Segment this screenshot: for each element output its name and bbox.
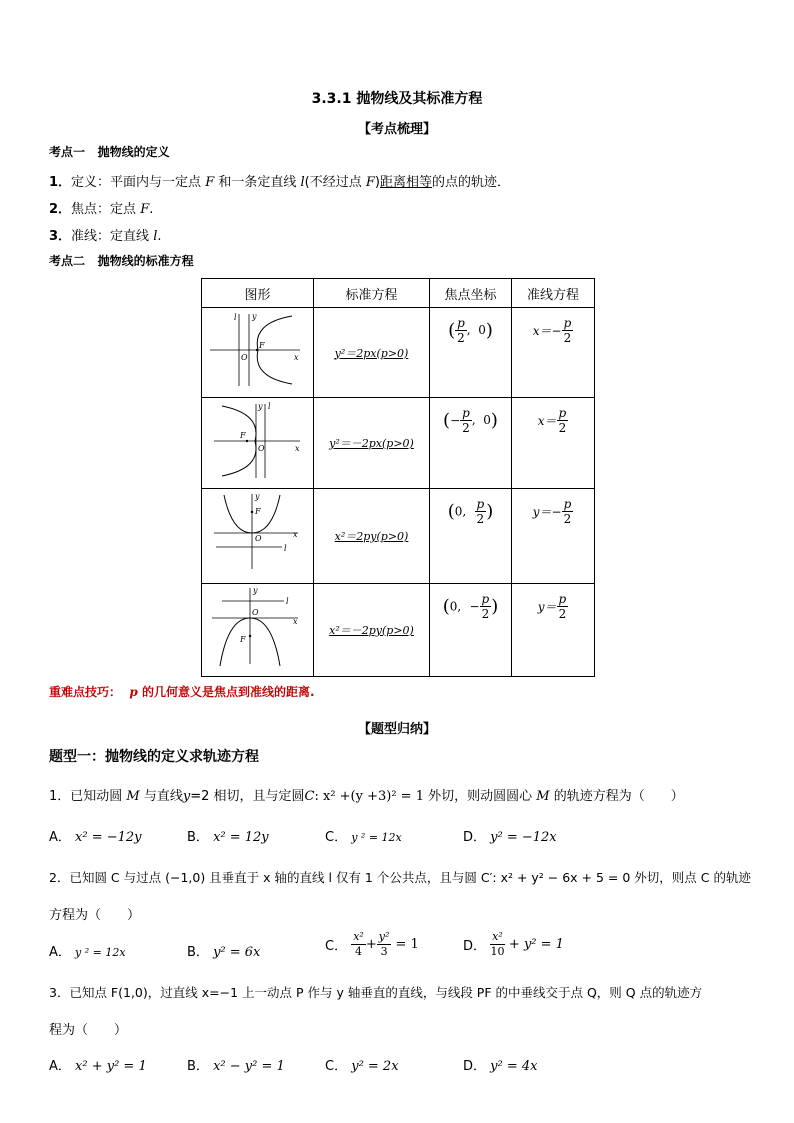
frac-den: 4 [355, 945, 363, 958]
math-var: M [126, 789, 140, 804]
equation-text: x²＝2py(p>0) [334, 530, 409, 543]
definition-text: ) [374, 175, 380, 190]
focus-point [256, 349, 258, 351]
focus-label: F [240, 635, 246, 644]
math-var: y [182, 789, 191, 804]
question-type-1-heading: 题型一：抛物线的定义求轨迹方程 [49, 749, 259, 765]
focus-coord: 0 [483, 413, 491, 427]
q-text: =2 相切，且与定圆 [190, 789, 305, 804]
focus-coord: 0 [478, 323, 486, 337]
equation-text: y²＝－2px(p>0) [329, 437, 414, 450]
definition-text: 的点的轨迹． [432, 175, 511, 190]
frac-num: p [563, 497, 572, 511]
axis-label-y: y [253, 586, 258, 595]
origin-label: O [258, 444, 265, 453]
axis-label-y: y [258, 402, 263, 411]
option-label: C． [325, 830, 348, 845]
focus-point [251, 511, 253, 513]
math-var: F [365, 175, 375, 190]
axis-label-x: x [294, 353, 299, 362]
parabola-left-graph [202, 398, 313, 484]
parabola-down-graph [202, 584, 313, 672]
origin-label: O [241, 353, 248, 362]
axis-label-x: x [293, 530, 298, 539]
definition-text: . [149, 202, 154, 217]
parabola-up-graph [202, 489, 313, 579]
focus-coord: 0, [449, 599, 462, 614]
tip-label: 重难点技巧： [49, 685, 122, 699]
focus-cell: (− $\frac{p}{2}$ , 0) [430, 398, 512, 489]
section-heading-question-types: 【题型归纳】 [357, 722, 436, 737]
graph-cell [202, 398, 314, 489]
header-graph: 图形 [202, 279, 314, 308]
q1-option-a[interactable] [49, 826, 142, 845]
option-value: = 1 [395, 937, 419, 952]
q-text: 的轨迹方程为（ ） [549, 789, 684, 804]
frac-num: x² [492, 930, 503, 943]
focus-label: F [240, 431, 246, 440]
question-3-stem-line-2: 程为（ ） [49, 1023, 128, 1038]
equation-text: x²＝－2py(p>0) [329, 624, 414, 637]
definition-line-1 [49, 171, 510, 190]
directrix-lhs: y＝− [532, 505, 562, 519]
frac-num: p [563, 316, 572, 330]
directrix-label: l [286, 597, 289, 606]
tip-line [49, 683, 315, 700]
directrix-cell [512, 489, 595, 584]
key-point-2-title: 抛物线的标准方程 [97, 254, 194, 268]
focus-coord: 0, [454, 504, 467, 519]
directrix-label: l [268, 402, 271, 411]
q2-option-d[interactable] [463, 930, 564, 959]
option-label: B． [187, 1059, 209, 1074]
table-header-row [202, 279, 595, 308]
paren: ( [448, 320, 456, 341]
header-equation: 标准方程 [314, 279, 430, 308]
equation-cell [314, 489, 430, 584]
q2-option-b[interactable] [187, 941, 260, 960]
math-var: F [140, 202, 150, 217]
key-point-1-heading [49, 143, 170, 160]
frac-den: 2 [476, 512, 485, 526]
axis-label-x: x [293, 617, 298, 626]
graph-cell [202, 584, 314, 677]
frac-num: p [558, 406, 567, 420]
focus-label: F [259, 341, 265, 350]
frac-den: 2 [558, 421, 567, 435]
directrix-cell [512, 584, 595, 677]
item-number: 1． [49, 175, 72, 190]
option-value: x² − y² = 1 [213, 1059, 285, 1074]
focus-point [246, 440, 248, 442]
definition-text: . [157, 229, 162, 244]
question-2-stem-line-2: 方程为（ ） [49, 908, 141, 923]
q3-option-a[interactable] [49, 1055, 147, 1074]
frac-num: p [558, 592, 567, 606]
frac-den: 2 [457, 331, 465, 345]
math-var: l [153, 229, 158, 244]
option-value: y² = 4x [490, 1059, 538, 1074]
origin-label: O [255, 534, 262, 543]
equation-cell [314, 584, 430, 677]
q-text: 与直线 [139, 789, 183, 804]
option-value: + y² = 1 [508, 937, 564, 952]
focus-cell: (0, − $\frac{p}{2}$ ) [430, 584, 512, 677]
focus-cell: (0, $\frac{p}{2}$ ) [430, 489, 512, 584]
section-heading-review: 【考点梳理】 [357, 122, 436, 137]
option-label: A． [49, 945, 71, 960]
math-var: F [205, 175, 215, 190]
graph-cell [202, 308, 314, 398]
frac-den: 2 [558, 607, 567, 621]
frac-num: p [457, 316, 465, 330]
question-1-stem [49, 785, 684, 804]
frac-den: 10 [490, 945, 505, 958]
tip-var: p [129, 685, 138, 699]
option-value: y ² = 12x [75, 946, 126, 959]
key-point-2-label: 考点二 [49, 254, 86, 268]
q3-option-c[interactable] [325, 1055, 399, 1074]
q2-option-c[interactable] [325, 930, 419, 959]
item-number: 2． [49, 202, 72, 217]
definition-text: 准线：定直线 [71, 229, 154, 244]
q-text: 1．已知动圆 [49, 789, 127, 804]
table-row [202, 584, 595, 677]
minus-sign: − [469, 599, 480, 614]
frac-num: p [481, 592, 490, 606]
directrix-cell [512, 398, 595, 489]
definition-text: (不经过点 [304, 175, 366, 190]
equation-cell [314, 308, 430, 398]
frac-den: 2 [563, 512, 572, 526]
option-label: A． [49, 1059, 71, 1074]
question-2-stem-line-1: 2．已知圆 C 与过点 (−1,0) 且垂直于 x 轴的直线 l 仅有 1 个公共点，且与圆 C′: x² + y² − 6x + 5 = 0 外切，则点 C 的轨迹 [49, 870, 751, 885]
key-point-1-title: 抛物线的定义 [97, 145, 170, 159]
definition-text: 和一条定直线 [214, 175, 301, 190]
focus-point [249, 635, 251, 637]
frac-num: y² [378, 930, 390, 943]
q3-option-d[interactable] [463, 1055, 537, 1074]
option-value: x² + y² = 1 [75, 1059, 147, 1074]
axis-label-y: y [255, 492, 260, 501]
key-point-2-heading [49, 252, 194, 269]
focus-label: F [255, 507, 261, 516]
directrix-label: l [284, 544, 287, 553]
header-directrix: 准线方程 [512, 279, 595, 308]
graph-cell [202, 489, 314, 584]
option-value: y² = −12x [490, 830, 557, 845]
table-row [202, 398, 595, 489]
q1-option-b[interactable] [187, 826, 269, 845]
question-3-stem-line-1: 3．已知点 F(1,0)，过直线 x=−1 上一动点 P 作与 y 轴垂直的直线，与线段 PF 的中垂线交于点 Q，则 Q 点的轨迹方 [49, 985, 703, 1000]
paren: ) [485, 320, 493, 341]
option-label: A． [49, 830, 71, 845]
page-title: 3.3.1 抛物线及其标准方程 [311, 91, 483, 107]
frac-num: x² [353, 930, 364, 943]
standard-equation-table [201, 278, 595, 677]
definition-text: 定义：平面内与一定点 [71, 175, 206, 190]
frac-num: p [476, 497, 485, 511]
table-row [202, 308, 595, 398]
directrix-lhs: y＝ [537, 600, 557, 614]
definition-text: 焦点：定点 [71, 202, 141, 217]
directrix-cell [512, 308, 595, 398]
directrix-label: l [234, 313, 237, 322]
definition-line-2 [49, 198, 153, 217]
option-label: B． [187, 945, 209, 960]
key-point-1-label: 考点一 [49, 145, 86, 159]
axis-label-x: x [295, 444, 300, 453]
option-label: C． [325, 939, 348, 954]
frac-den: 2 [563, 331, 572, 345]
origin-label: O [252, 608, 259, 617]
frac-den: 2 [481, 607, 490, 621]
minus-sign: − [450, 413, 461, 428]
q1-option-d[interactable] [463, 826, 557, 845]
math-var: l [300, 175, 305, 190]
focus-cell: ( $\frac{p}{2}$ , 0) [430, 308, 512, 398]
option-value: x² = −12y [75, 830, 142, 845]
parabola-right-graph [202, 308, 313, 393]
option-label: C． [325, 1059, 348, 1074]
option-label: D． [463, 939, 487, 954]
option-value: y ² = 12x [351, 831, 402, 844]
option-label: B． [187, 830, 209, 845]
q1-option-c[interactable] [325, 826, 402, 845]
q-text: : x² +(y +3)² = 1 外切，则动圆圆心 [314, 789, 537, 804]
option-label: D． [463, 1059, 487, 1074]
frac-num: p [462, 406, 470, 420]
directrix-lhs: x＝ [537, 414, 557, 428]
definition-underlined: 距离相等 [379, 175, 432, 190]
option-value: y² = 6x [213, 945, 261, 960]
header-focus: 焦点坐标 [430, 279, 512, 308]
frac-den: 2 [462, 421, 470, 435]
equation-cell [314, 398, 430, 489]
definition-line-3 [49, 225, 162, 244]
math-var: C [304, 789, 315, 804]
option-value: x² = 12y [213, 830, 269, 845]
directrix-lhs: x＝− [532, 324, 562, 338]
option-value: y² = 2x [351, 1059, 399, 1074]
tip-text: 的几何意义是焦点到准线的距离. [137, 685, 315, 699]
option-label: D． [463, 830, 487, 845]
item-number: 3． [49, 229, 72, 244]
equation-text: y²＝2px(p>0) [334, 346, 409, 360]
math-var: M [536, 789, 550, 804]
table-row [202, 489, 595, 584]
q3-option-b[interactable] [187, 1055, 285, 1074]
frac-den: 3 [380, 945, 388, 958]
plus-sign: + [365, 937, 377, 952]
q2-option-a[interactable] [49, 941, 126, 960]
axis-label-y: y [252, 312, 257, 321]
